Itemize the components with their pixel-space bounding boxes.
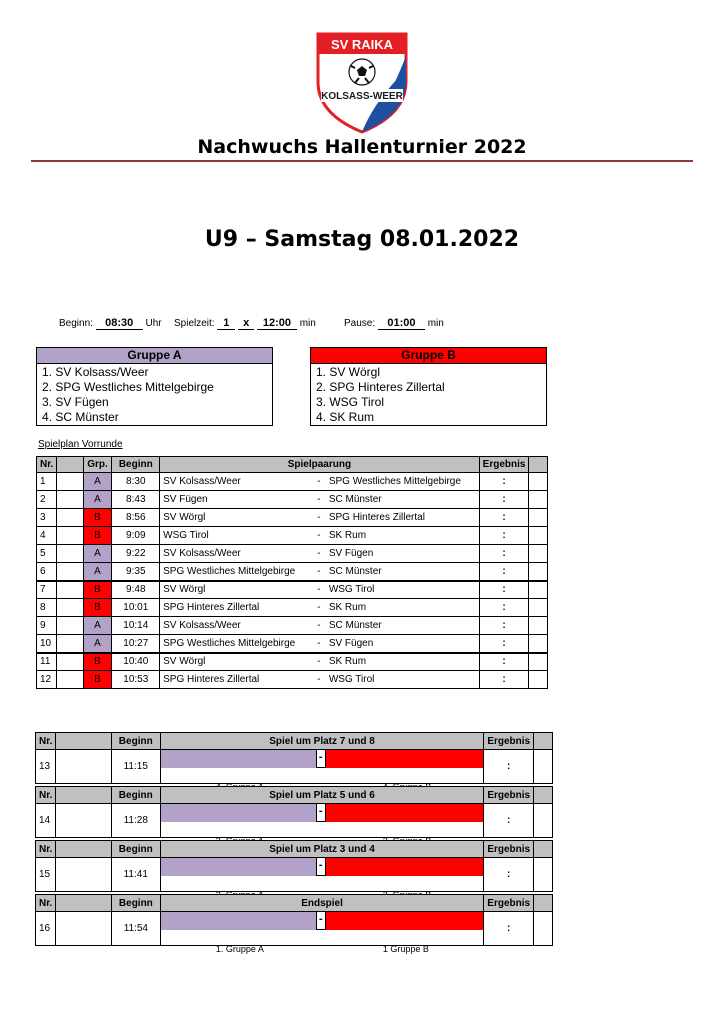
match-nr: 13 xyxy=(36,750,56,784)
match-result[interactable]: : xyxy=(479,653,529,671)
blank-cell xyxy=(57,563,83,581)
pair-separator: - xyxy=(312,653,326,671)
table-row xyxy=(37,671,548,689)
table-row xyxy=(36,804,553,838)
extra-cell xyxy=(529,563,548,581)
pair-separator: - xyxy=(312,671,326,689)
col-nr: Nr. xyxy=(36,733,56,750)
blank-cell xyxy=(56,858,111,892)
match-nr: 11 xyxy=(37,653,57,671)
group-a-team: 1. SV Kolsass/Weer xyxy=(42,365,149,379)
group-b-title: Gruppe B xyxy=(311,348,546,364)
col-result: Ergebnis xyxy=(484,841,534,858)
extra-cell xyxy=(529,545,548,563)
extra-cell xyxy=(534,804,553,838)
pair-separator: - xyxy=(312,527,326,545)
extra-cell xyxy=(529,527,548,545)
team-b-bar xyxy=(326,804,484,822)
extra-cell xyxy=(529,617,548,635)
match-group: B xyxy=(83,527,112,545)
pair-separator: - xyxy=(312,581,326,599)
match-time: 11:41 xyxy=(111,858,160,892)
page-subtitle: U9 – Samstag 08.01.2022 xyxy=(204,227,520,252)
team-b-bar xyxy=(326,750,484,768)
match-nr: 2 xyxy=(37,491,57,509)
away-team: SPG Hinteres Zillertal xyxy=(326,509,479,527)
match-result[interactable]: : xyxy=(484,804,534,838)
extra-cell xyxy=(534,750,553,784)
match-result[interactable]: : xyxy=(484,858,534,892)
pause-info: Pause: 01:00 min xyxy=(344,317,444,329)
table-row xyxy=(37,545,548,563)
blank-cell xyxy=(57,509,83,527)
col-extra xyxy=(534,787,553,804)
table-row xyxy=(37,635,548,653)
away-team: SV Fügen xyxy=(326,545,479,563)
away-team: WSG Tirol xyxy=(326,581,479,599)
table-row xyxy=(37,653,548,671)
extra-cell xyxy=(534,912,553,946)
match-group: B xyxy=(83,509,112,527)
away-team: WSG Tirol xyxy=(326,671,479,689)
match-time: 11:54 xyxy=(111,912,160,946)
extra-cell xyxy=(529,473,548,491)
pair-separator: - xyxy=(316,750,326,768)
match-result[interactable]: : xyxy=(479,509,529,527)
match-nr: 14 xyxy=(36,804,56,838)
blank-cell xyxy=(57,599,83,617)
match-result[interactable]: : xyxy=(479,563,529,581)
table-row xyxy=(37,491,548,509)
col-beginn: Beginn xyxy=(111,895,160,912)
match-time: 11:15 xyxy=(111,750,160,784)
title-divider xyxy=(31,160,693,162)
pair-separator: - xyxy=(316,858,326,876)
home-team: SV Kolsass/Weer xyxy=(160,617,312,635)
col-pairing: Spielpaarung xyxy=(160,457,480,473)
match-time: 10:53 xyxy=(112,671,160,689)
match-nr: 1 xyxy=(37,473,57,491)
match-group: A xyxy=(83,473,112,491)
club-logo xyxy=(315,30,409,134)
group-b-team: 4. SK Rum xyxy=(316,410,375,424)
home-team: SV Kolsass/Weer xyxy=(160,473,312,491)
final-match-table xyxy=(35,786,553,838)
extra-cell xyxy=(529,581,548,599)
match-title: Spiel um Platz 7 und 8 xyxy=(160,733,484,750)
pause-value: 01:00 xyxy=(378,317,425,330)
match-nr: 5 xyxy=(37,545,57,563)
match-time: 10:01 xyxy=(112,599,160,617)
col-beginn: Beginn xyxy=(111,841,160,858)
extra-cell xyxy=(529,599,548,617)
blank-cell xyxy=(56,912,112,946)
match-result[interactable]: : xyxy=(479,671,529,689)
col-nr: Nr. xyxy=(36,895,56,912)
blank-cell xyxy=(56,750,111,784)
match-nr: 6 xyxy=(37,563,57,581)
col-extra xyxy=(529,457,548,473)
match-time: 10:40 xyxy=(112,653,160,671)
match-result[interactable]: : xyxy=(479,527,529,545)
home-team: SPG Hinteres Zillertal xyxy=(160,671,312,689)
team-b-bar xyxy=(326,912,483,930)
group-a-team: 2. SPG Westliches Mittelgebirge xyxy=(42,380,214,394)
home-team: SPG Westliches Mittelgebirge xyxy=(160,635,312,653)
extra-cell xyxy=(529,635,548,653)
pair-separator: - xyxy=(312,635,326,653)
play-time-info: Spielzeit: 1 x 12:00 min xyxy=(174,317,316,329)
blank-cell xyxy=(57,581,83,599)
match-result[interactable]: : xyxy=(479,617,529,635)
pair-separator: - xyxy=(312,617,326,635)
match-time: 10:14 xyxy=(112,617,160,635)
match-result[interactable]: : xyxy=(479,599,529,617)
away-team: SC Münster xyxy=(326,563,479,581)
blank-cell xyxy=(56,804,111,838)
col-blank xyxy=(57,457,83,473)
table-row xyxy=(37,509,548,527)
table-row xyxy=(37,473,548,491)
team-a-bar xyxy=(161,912,316,930)
group-b-team: 1. SV Wörgl xyxy=(316,365,381,379)
away-team: SK Rum xyxy=(326,653,479,671)
match-title: Endspiel xyxy=(160,895,483,912)
col-beginn: Beginn xyxy=(111,787,160,804)
match-group: A xyxy=(83,617,112,635)
col-extra xyxy=(534,895,553,912)
match-time: 11:28 xyxy=(111,804,160,838)
match-time: 8:56 xyxy=(112,509,160,527)
blank-cell xyxy=(57,653,83,671)
match-result[interactable]: : xyxy=(479,545,529,563)
home-team: SPG Hinteres Zillertal xyxy=(160,599,312,617)
table-row xyxy=(37,599,548,617)
match-nr: 3 xyxy=(37,509,57,527)
group-a-team: 4. SC Münster xyxy=(42,410,119,424)
final-match-table xyxy=(35,732,553,784)
pair-separator: - xyxy=(312,545,326,563)
team-b-label: 1 Gruppe B xyxy=(382,944,429,954)
match-group: A xyxy=(83,563,112,581)
match-time: 9:09 xyxy=(112,527,160,545)
group-b-team: 2. SPG Hinteres Zillertal xyxy=(316,380,445,394)
schedule-table xyxy=(36,456,548,689)
final-match-table xyxy=(35,894,553,954)
match-result[interactable]: : xyxy=(484,750,534,784)
home-team: SV Wörgl xyxy=(160,509,312,527)
col-blank xyxy=(56,787,111,804)
match-group: A xyxy=(83,635,112,653)
match-time: 8:43 xyxy=(112,491,160,509)
team-a-bar xyxy=(161,750,316,768)
logo-text-bottom: KOLSASS-WEER xyxy=(321,91,403,102)
table-row xyxy=(37,581,548,599)
match-nr: 9 xyxy=(37,617,57,635)
match-result[interactable]: : xyxy=(484,912,534,946)
final-pairing xyxy=(160,804,484,838)
col-beginn: Beginn xyxy=(111,733,160,750)
table-row xyxy=(37,527,548,545)
blank-cell xyxy=(57,491,83,509)
match-time: 8:30 xyxy=(112,473,160,491)
col-nr: Nr. xyxy=(37,457,57,473)
match-time: 9:22 xyxy=(112,545,160,563)
match-time: 9:35 xyxy=(112,563,160,581)
final-pairing xyxy=(160,750,484,784)
col-beginn: Beginn xyxy=(112,457,160,473)
pair-separator: - xyxy=(312,473,326,491)
match-group: B xyxy=(83,671,112,689)
blank-cell xyxy=(57,671,83,689)
col-result: Ergebnis xyxy=(484,895,534,912)
table-row xyxy=(37,563,548,581)
col-result: Ergebnis xyxy=(484,787,534,804)
match-result[interactable]: : xyxy=(479,635,529,653)
start-time-value: 08:30 xyxy=(96,317,143,330)
schedule-caption: Spielplan Vorrunde xyxy=(38,439,123,450)
away-team: SPG Westliches Mittelgebirge xyxy=(326,473,479,491)
match-group: A xyxy=(83,545,112,563)
away-team: SC Münster xyxy=(326,617,479,635)
blank-cell xyxy=(57,473,83,491)
final-match-table xyxy=(35,840,553,892)
col-extra xyxy=(534,841,553,858)
home-team: SV Wörgl xyxy=(160,581,312,599)
team-a-label: 1. Gruppe A xyxy=(215,944,264,954)
col-nr: Nr. xyxy=(36,787,56,804)
extra-cell xyxy=(529,491,548,509)
match-group: B xyxy=(83,599,112,617)
play-time-count: 1 xyxy=(217,317,235,330)
group-b-box xyxy=(310,347,547,426)
match-title: Spiel um Platz 5 und 6 xyxy=(160,787,484,804)
match-group: B xyxy=(83,653,112,671)
pair-separator: - xyxy=(312,509,326,527)
group-a-box xyxy=(36,347,273,426)
table-row xyxy=(36,750,553,784)
pair-separator: - xyxy=(316,804,326,822)
match-nr: 15 xyxy=(36,858,56,892)
match-group: A xyxy=(83,491,112,509)
blank-cell xyxy=(57,545,83,563)
team-a-bar xyxy=(161,858,316,876)
pair-separator: - xyxy=(312,599,326,617)
final-pairing xyxy=(160,912,483,954)
away-team: SV Fügen xyxy=(326,635,479,653)
table-row xyxy=(36,858,553,892)
match-nr: 4 xyxy=(37,527,57,545)
extra-cell xyxy=(529,671,548,689)
group-a-team: 3. SV Fügen xyxy=(42,395,109,409)
away-team: SK Rum xyxy=(326,599,479,617)
match-time: 9:48 xyxy=(112,581,160,599)
pair-separator: - xyxy=(312,563,326,581)
play-time-value: 12:00 xyxy=(257,317,297,330)
col-blank xyxy=(56,895,112,912)
extra-cell xyxy=(529,653,548,671)
pair-separator: - xyxy=(312,491,326,509)
team-a-bar xyxy=(161,804,316,822)
col-grp: Grp. xyxy=(83,457,112,473)
match-title: Spiel um Platz 3 und 4 xyxy=(160,841,484,858)
match-nr: 10 xyxy=(37,635,57,653)
match-nr: 16 xyxy=(36,912,56,946)
home-team: WSG Tirol xyxy=(160,527,312,545)
match-group: B xyxy=(83,581,112,599)
match-result[interactable]: : xyxy=(479,581,529,599)
page-title: Nachwuchs Hallenturnier 2022 xyxy=(197,136,527,158)
pair-separator: - xyxy=(316,912,326,930)
match-time: 10:27 xyxy=(112,635,160,653)
home-team: SV Kolsass/Weer xyxy=(160,545,312,563)
away-team: SC Münster xyxy=(326,491,479,509)
table-row xyxy=(36,912,553,946)
team-b-bar xyxy=(326,858,484,876)
home-team: SV Wörgl xyxy=(160,653,312,671)
match-result[interactable]: : xyxy=(479,473,529,491)
col-blank xyxy=(56,733,111,750)
match-nr: 7 xyxy=(37,581,57,599)
col-result: Ergebnis xyxy=(484,733,534,750)
blank-cell xyxy=(57,527,83,545)
group-a-title: Gruppe A xyxy=(37,348,272,364)
match-result[interactable]: : xyxy=(479,491,529,509)
group-b-team: 3. WSG Tirol xyxy=(316,395,385,409)
blank-cell xyxy=(57,635,83,653)
home-team: SPG Westliches Mittelgebirge xyxy=(160,563,312,581)
match-nr: 8 xyxy=(37,599,57,617)
table-row xyxy=(37,617,548,635)
final-pairing xyxy=(160,858,484,892)
extra-cell xyxy=(529,509,548,527)
away-team: SK Rum xyxy=(326,527,479,545)
col-blank xyxy=(56,841,111,858)
col-result: Ergebnis xyxy=(479,457,529,473)
extra-cell xyxy=(534,858,553,892)
match-nr: 12 xyxy=(37,671,57,689)
logo-text-top: SV RAIKA xyxy=(330,37,394,52)
col-extra xyxy=(534,733,553,750)
home-team: SV Fügen xyxy=(160,491,312,509)
start-time-info: Beginn: 08:30 Uhr xyxy=(59,317,162,329)
blank-cell xyxy=(57,617,83,635)
col-nr: Nr. xyxy=(36,841,56,858)
